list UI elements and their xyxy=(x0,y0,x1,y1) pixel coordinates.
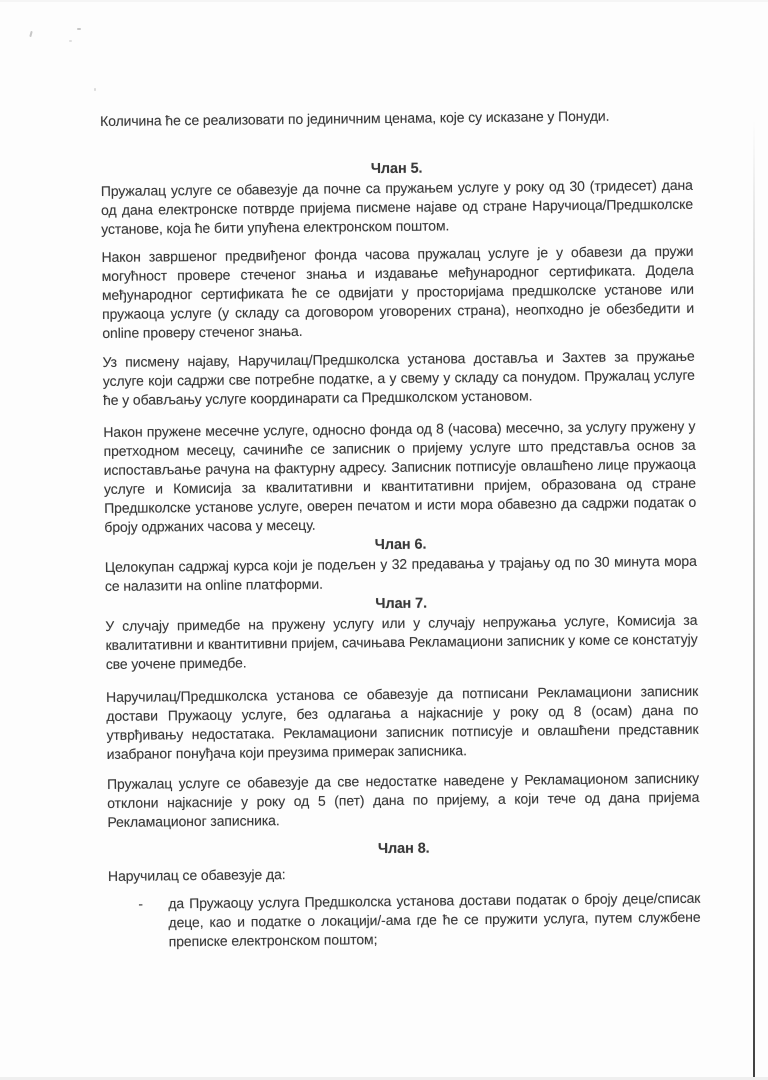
scan-speck xyxy=(69,40,72,42)
scan-speck xyxy=(94,88,96,91)
list-item xyxy=(108,889,701,952)
scan-top-edge-artifact xyxy=(0,0,768,2)
article-heading-6: Члан 6. xyxy=(374,536,427,554)
paragraph-article7-remedy-deadline: Пружалац услуге се обавезује да све недостатке наведене у Рекламационом записнику отклони најкасније у року од 5 (пет) дана по пријему, а који тече од дана пријема Рекламационог записника. xyxy=(106,769,700,830)
scan-speck xyxy=(29,31,32,37)
list-item-text: да Пружаоцу услуга Предшколска установа достави податак о броју деце/списак деце, као и податке о локацији/-ама где ће се пружити услуга, путем службене преписке електронском поштом; xyxy=(168,889,701,950)
article-heading-8: Члан 8. xyxy=(377,840,430,858)
article-heading-7: Члан 7. xyxy=(375,595,428,613)
list-dash-marker: - xyxy=(138,895,143,912)
paragraph-article5-monthly-record: Након пружене месечне услуге, односно фонда од 8 (часова) месечно, за услугу пружену у претходном месецу, сачиниће се записник о пријему услуге што представља основ за испостављање рачуна на фактурну адресу. Записник потписује овлашћено лице пружаоца услуге и Комисија за квалитативни и квантитативни пријем, образована од стране Предшколске установе услуге, оверен печатом и исти мора обавезно да садржи податак о броју одржаних часова у месецу. xyxy=(103,417,697,535)
paragraph-article6-course-content: Целокупан садржај курса који је подељен у 32 предавања у трајању од по 30 минута мора се налазити на online платформи. xyxy=(104,552,697,594)
paragraph-article5-certificate: Након завршеног предвиђеног фонда часова пружалац услуге је у обавези да пружи могућност провере стеченог знања и издавање међународног сертификата. Додела међународног сертификата ће се одвијати у просторијама предшколске установе или пружаоца услуге (у складу са договором уговорених страна), неопходно је обезбедити и online проверу стеченог знања. xyxy=(101,242,695,341)
scan-speck xyxy=(77,28,81,30)
paragraph-article7-delivery-deadline: Наручилац/Предшколска установа се обавезује да потписани Рекламациони записник достави Пружаоцу услуге, без одлагања а најкасније у року од 8 (осам) дана по утврђивању недостатака. Рекламациони записник потписује и овлашћени представник изабраног понуђача који преузима примерак записника. xyxy=(106,682,699,762)
paragraph-quantity-prices: Количина ће се реализовати по јединичним ценама, које су исказане у Понуди. xyxy=(100,107,610,129)
article-heading-5: Члан 5. xyxy=(370,160,423,178)
paragraph-article7-complaint: У случају примедбе на пружену услугу или у случају непружања услуге, Комисија за квалитативни и квантитивни пријем, сачињава Рекламациони записник у коме се констатују све уочене примедбе. xyxy=(105,611,698,672)
paragraph-article8-intro: Наручилац се обавезује да: xyxy=(107,866,286,884)
scan-right-edge-line xyxy=(753,120,755,1080)
paragraph-article5-start-term: Пружалац услуге се обавезује да почне са пружањем услуге у року од 30 (тридесет) дана од дана електронске потврде пријема писмене најаве од стране Наручиоца/Предшколске установе, која ће бити упућена електронском поштом. xyxy=(100,176,694,237)
document-text-block xyxy=(100,106,701,952)
paragraph-article5-request: Уз писмену најаву, Наручилац/Предшколска установа доставља и Захтев за пружање услуге који садржи све потребне податке, а у свему у складу са понудом. Пружалац услуге ће у обављању услуге координарати са Предшколском установом. xyxy=(102,347,695,408)
